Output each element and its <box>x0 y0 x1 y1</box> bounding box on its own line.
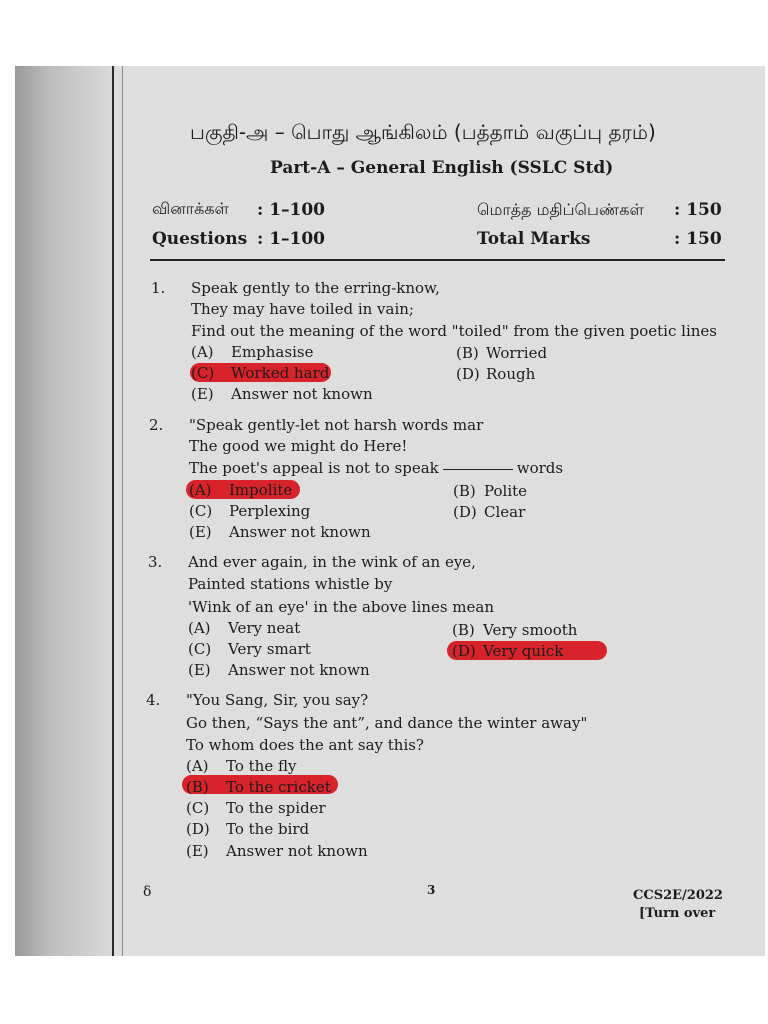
option-letter: (C) <box>191 364 215 382</box>
option-text: Rough <box>486 365 536 383</box>
option-text: Very smart <box>228 640 311 658</box>
page-number: 3 <box>427 883 436 897</box>
option-letter: (A) <box>189 481 212 499</box>
marks-tamil-value: : 150 <box>674 200 722 220</box>
option-letter: (C) <box>186 799 210 817</box>
option-text: To the spider <box>226 799 326 817</box>
total-marks-label: Total Marks <box>477 229 591 249</box>
turn-over-note: [Turn over <box>639 906 716 921</box>
option-letter: (D) <box>456 365 480 383</box>
question-line: And ever again, in the wink of an eye, <box>188 553 476 571</box>
option-letter: (A) <box>188 619 211 637</box>
option-letter: (E) <box>186 842 209 860</box>
option-letter: (B) <box>453 482 476 500</box>
question-line <box>189 459 563 477</box>
option-text: Very quick <box>483 642 564 660</box>
option-text: Answer not known <box>231 385 373 403</box>
question-line: "Speak gently-let not harsh words mar <box>189 416 484 434</box>
question-line: Speak gently to the erring-know, <box>191 279 440 297</box>
question-line: They may have toiled in vain; <box>191 300 414 318</box>
option-text: Answer not known <box>226 842 368 860</box>
option-letter: (E) <box>188 661 211 679</box>
option-text: Emphasise <box>231 343 314 361</box>
option-letter: (C) <box>188 640 212 658</box>
question-number: 1. <box>151 279 166 297</box>
question-number: 3. <box>148 553 163 571</box>
option-letter: (B) <box>452 621 475 639</box>
question-number: 4. <box>146 691 161 709</box>
header-divider <box>150 259 725 261</box>
option-letter: (A) <box>191 343 214 361</box>
option-text: Answer not known <box>228 661 370 679</box>
exam-paper-sheet <box>15 66 765 956</box>
binding-fold-edge <box>122 66 123 956</box>
option-letter: (A) <box>186 757 209 775</box>
question-line: 'Wink of an eye' in the above lines mean <box>188 598 494 616</box>
option-text: Impolite <box>229 481 293 499</box>
total-marks-value: : 150 <box>674 229 722 249</box>
option-text: Worried <box>486 344 548 362</box>
question-line: To whom does the ant say this? <box>186 736 424 754</box>
question-line: Go then, “Says the ant”, and dance the winter away" <box>186 714 588 732</box>
option-letter: (E) <box>191 385 214 403</box>
paper-code: CCS2E/2022 <box>633 888 723 903</box>
option-letter: (C) <box>189 502 213 520</box>
option-text: Very smooth <box>483 621 578 639</box>
question-line: Painted stations whistle by <box>188 575 393 593</box>
option-text: Polite <box>484 482 528 500</box>
questions-label: Questions <box>152 229 248 249</box>
questions-range: : 1–100 <box>257 229 326 249</box>
footer-left-mark: δ <box>143 884 152 900</box>
question-number: 2. <box>149 416 164 434</box>
option-letter: (B) <box>456 344 479 362</box>
question-line: The good we might do Here! <box>189 437 408 455</box>
option-letter: (B) <box>186 778 209 796</box>
option-text: Perplexing <box>229 502 311 520</box>
marks-tamil-label: மொத்த மதிப்பெண்கள் <box>477 200 644 219</box>
question-line-start: The poet's appeal is not to speak <box>189 459 439 477</box>
fill-in-blank <box>443 469 513 470</box>
option-text: Very neat <box>228 619 301 637</box>
tamil-title: பகுதி-அ – பொது ஆங்கிலம் (பத்தாம் வகுப்பு தரம்) <box>190 120 656 144</box>
option-letter: (D) <box>453 503 477 521</box>
english-title: Part-A – General English (SSLC Std) <box>270 158 614 178</box>
question-line: Find out the meaning of the word "toiled" from the given poetic lines <box>191 322 717 340</box>
option-letter: (E) <box>189 523 212 541</box>
option-text: Worked hard <box>231 364 330 382</box>
option-text: To the bird <box>226 820 310 838</box>
question-line: "You Sang, Sir, you say? <box>186 691 369 709</box>
binding-fold-shadow <box>15 66 115 956</box>
binding-fold-line <box>112 66 114 956</box>
questions-tamil-label: வினாக்கள் <box>152 199 229 218</box>
question-line-end: words <box>516 459 564 477</box>
option-text: To the cricket <box>226 778 331 796</box>
questions-tamil-range: : 1–100 <box>257 200 326 220</box>
option-text: To the fly <box>226 757 297 775</box>
option-letter: (D) <box>452 642 476 660</box>
option-letter: (D) <box>186 820 210 838</box>
option-text: Clear <box>484 503 526 521</box>
option-text: Answer not known <box>229 523 371 541</box>
